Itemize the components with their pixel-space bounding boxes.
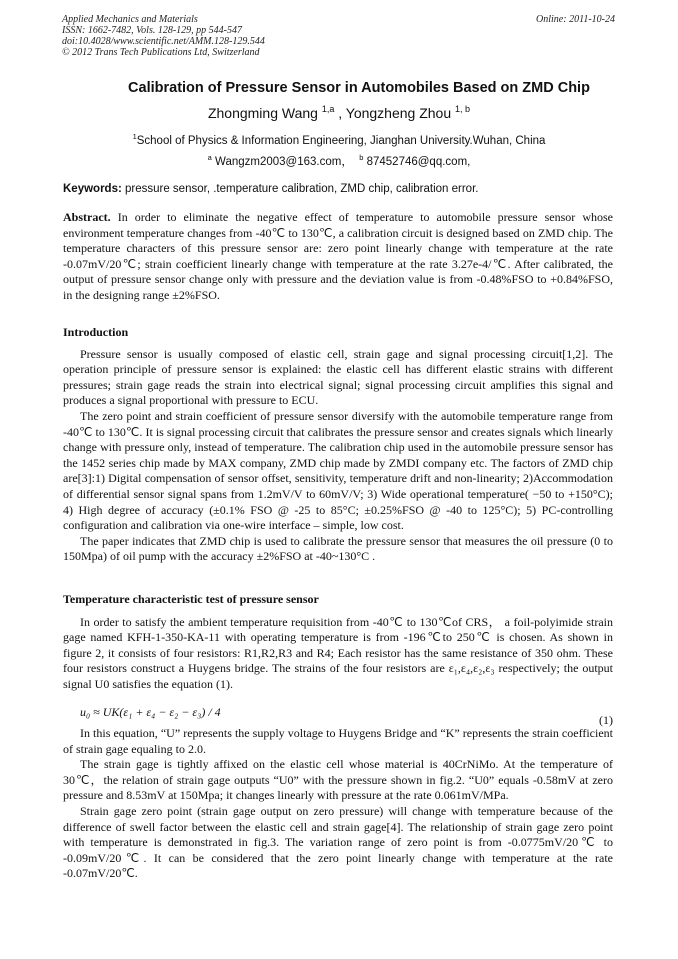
paragraph: The zero point and strain coefficient of pressure sensor diversify with the automobile temperature range from -40℃ to 130℃. It is signal processing circuit that calibrates the pressure sensor and creates signals which linearly change with pressure only, instead of temperature. The calibration chip used in the automobile pressure sensor has the 1452 series chip made by MAX company, ZMD chip made by ZMDI company etc. The factors of ZMD chip are[3]:1) Digital compensation of sensor offset, sensitivity, temperature drift and non-linearity; 2)Accommodation of differential sensor signal spans from 1.2mV/V to 60mV/V; 3) Wide operational temperature( −50 to +150°C); 4) High degree of accuracy (±0.1% FSO @ -25 to 85°C; ±0.25%FSO @ -40 to 125°C); 5) PC-controlling configuration and calibration via one-wire interface – simple, low cost. [63, 408, 613, 533]
affiliation-sup: 1 [132, 132, 137, 141]
affiliation [0, 132, 678, 147]
email-sup: a [207, 153, 212, 162]
author-sup: 1, b [455, 104, 471, 114]
abstract-text: In order to eliminate the negative effect of temperature to automobile pressure sensor whose environment temperature changes from -40℃ to 130℃, a calibration circuit is designed based on ZMD chip. The temperature characters of this pressure sensor are: zero point linearly change with temperature at the rate -0.07mV/20℃; strain coefficient linearly change with temperature at the rate 3.27e-4/℃. After calibrated, the output of pressure sensor change only with pressure and the deviation value is from -0.48%FSO to +0.84%FSO, in the designing range ±2%FSO. [63, 210, 614, 302]
copyright-line: © 2012 Trans Tech Publications Ltd, Switzerland [62, 47, 260, 58]
online-date: Online: 2011-10-24 [536, 14, 615, 25]
paragraph: In order to satisfy the ambient temperature requisition from -40℃ to 130℃of CRS， a foil-polyimide strain gage named KFH-1-350-KA-11 with operating temperature is from -196℃to 250℃ is chosen. As shown in figure 2, it consists of four resistors: R1,R2,R3 and R4; Each resistor has the same resistance of 350 ohm. These four resistors construct a Huygens bridge. The strains of the four resistors are ε₁,ε₄,ε₂,ε₃ respectively; the output signal U0 satisfies the equation (1). [63, 614, 613, 691]
equation-text: u₀ ≈ UK(ε₁ + ε₄ − ε₂ − ε₃) / 4 [80, 705, 221, 719]
paragraph: Strain gage zero point (strain gage output on zero pressure) will change with temperature because of the difference of swell factor between the elastic cell and strain gage[4]. The relationship of strain gage zero point with temperature is demonstrated in fig.3. The variation range of zero point is from -0.0775mV/20℃ to -0.09mV/20℃. It can be considered that the zero point linearly change with temperature at the rate -0.07mV/20℃. [63, 803, 613, 881]
paragraph: The strain gage is tightly affixed on the elastic cell whose material is 40CrNiMo. At the temperature of 30℃，the relation of strain gage outputs “U0” with the pressure shown in fig.2. “U0” equals -0.58mV at zero pressure and 8.53mV at 150Mpa; it changes linearly with pressure at the rate 0.061mV/MPa. [63, 757, 613, 803]
equation-number: (1) [599, 713, 613, 727]
author-separator: , [334, 105, 346, 121]
keywords-label: Keywords: [63, 183, 122, 195]
paragraph: The paper indicates that ZMD chip is used to calibrate the pressure sensor that measures the oil pressure (0 to 150Mpa) of oil pump with the accuracy ±2%FSO at -40~130°C . [63, 533, 613, 564]
section-heading: Introduction [63, 325, 129, 339]
author-name: Zhongming Wang [207, 105, 318, 121]
section-heading: Temperature characteristic test of pressure sensor [63, 592, 319, 606]
email-link[interactable]: 87452746@qq.com, [366, 156, 471, 168]
doi-line: doi:10.4028/www.scientific.net/AMM.128-129.544 [62, 36, 265, 47]
introduction-section [63, 325, 613, 565]
paper-title: Calibration of Pressure Sensor in Automobiles Based on ZMD Chip [128, 80, 590, 96]
journal-name: Applied Mechanics and Materials [62, 14, 198, 25]
issn-line: ISSN: 1662-7482, Vols. 128-129, pp 544-547 [62, 25, 242, 36]
email-link[interactable]: Wangzm2003@163.com， [215, 156, 353, 168]
abstract [63, 210, 613, 304]
temperature-test-section [63, 592, 613, 693]
email-line [0, 153, 678, 169]
author-line [0, 104, 678, 121]
keywords [63, 183, 616, 195]
journal-header [62, 14, 615, 58]
email-sup: b [359, 153, 364, 162]
author-name: Yongzheng Zhou [345, 105, 452, 121]
paragraph: Pressure sensor is usually composed of elastic cell, strain gage and signal processing circuit[1,2]. The operation principle of pressure sensor is explained: the elastic cell has different elastic strains with different pressures; strain gage reads the strain into electrical signal; signal processing circuit amplifies this signal and produces a signal proportional with pressure to ECU. [63, 346, 613, 408]
affiliation-text: School of Physics & Information Engineering, Jianghan University.Wuhan, China [136, 135, 546, 147]
paragraph: In this equation, “U” represents the supply voltage to Huygens Bridge and “K” represents the strain coefficient of strain gage equaling to 2.0. [63, 726, 613, 756]
abstract-label: Abstract. [63, 210, 111, 224]
temperature-test-continued [63, 726, 613, 882]
author-sup: 1,a [321, 104, 335, 114]
keywords-text: pressure sensor, .temperature calibration, ZMD chip, calibration error. [125, 183, 479, 195]
equation-1 [80, 705, 613, 727]
